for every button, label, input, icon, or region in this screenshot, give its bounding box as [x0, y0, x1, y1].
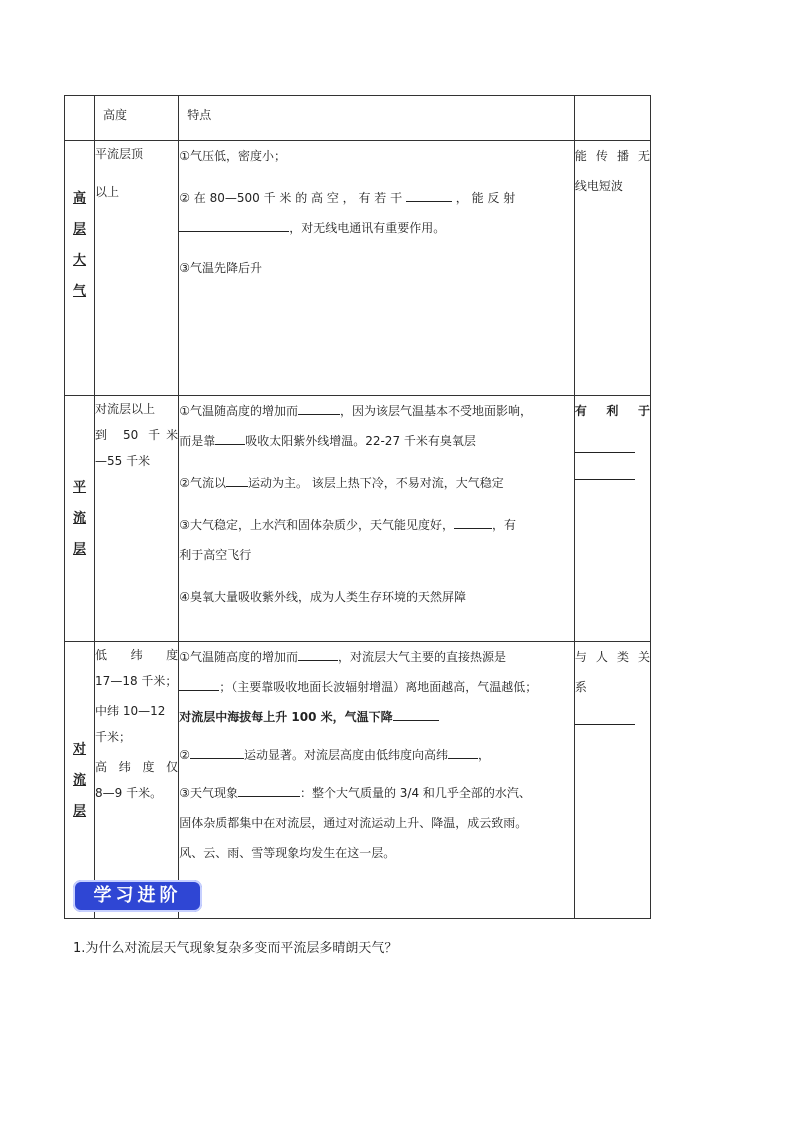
question-1: 1.为什么对流层天气现象复杂多变而平流层多晴朗天气？ [73, 941, 398, 956]
blank [448, 744, 478, 759]
layer-name-high: 高 层 大 气 [65, 141, 95, 396]
blank [179, 676, 219, 691]
relation-stratosphere: 有利于 [574, 396, 650, 642]
blank [179, 217, 289, 232]
features-troposphere: ①气温随高度的增加而 ，对流层大气主要的直接热源是 ；（主要靠吸收地面长波辐射增温）离地面越高，气温越低； 对流层中海拔每上升 100 米，气温下降 ② 运动显著。对流层高度由低纬度向高纬 ， ③天气现象 ：整个大气质量的 3/4 和几乎全部的水汽、 固体杂质都集中在对流层，通过对流运动上升、降温，成云致雨。 风、云、雨、雪等现象均发生在这一层。 [179, 642, 575, 919]
blank [298, 646, 338, 661]
blank [238, 782, 300, 797]
blank [190, 744, 244, 759]
blank [575, 453, 635, 480]
table-header-row [65, 96, 651, 141]
blank [215, 430, 245, 445]
blank [226, 472, 248, 487]
table-row-troposphere [65, 642, 651, 919]
relation-troposphere: 与人类关 系 [574, 642, 650, 919]
height-stratosphere: 对流层以上 到 50 千米 —55 千米 [95, 396, 179, 642]
blank [575, 702, 635, 725]
atmosphere-layers-table [64, 95, 651, 919]
layer-name-stratosphere: 平 流 层 [65, 396, 95, 642]
features-stratosphere: ①气温随高度的增加而 ，因为该层气温基本不受地面影响， 而是靠 吸收太阳紫外线增温。22-27 千米有臭氧层 ②气流以 运动为主。 该层上热下冷，不易对流，大气稳定 ③大气稳定，上水汽和固体杂质少，天气能见度好， ，有 利于高空飞行 ④臭氧大量吸收紫外线，成为人类生存环境的天然屏障 [179, 396, 575, 642]
blank [454, 514, 492, 529]
header-features-label: 特点 [187, 108, 212, 122]
table-row-stratosphere [65, 396, 651, 642]
height-high: 平流层顶 以上 [95, 141, 179, 396]
header-height [95, 96, 179, 141]
features-high: ①气压低，密度小； ② 在 80—500 千 米 的 高 空 ， 有 若 干 ， 能 反 射 ，对无线电通讯有重要作用。 ③气温先降后升 [179, 141, 575, 396]
header-relation [574, 96, 650, 141]
section-title-badge: 学习进阶 [73, 880, 202, 912]
height-troposphere: 低纬度 17—18 千米； 中纬 10—12 千米； 高纬度仅 8—9 千米。 [95, 642, 179, 919]
relation-high: 能传播无 线电短波 [574, 141, 650, 396]
blank [575, 426, 635, 453]
blank [298, 400, 340, 415]
blank [406, 187, 452, 202]
blank [393, 706, 439, 721]
header-features [179, 96, 575, 141]
header-height-label: 高度 [103, 108, 128, 122]
header-empty-cell [65, 96, 95, 141]
table-row-high-atmosphere [65, 141, 651, 396]
layer-name-troposphere: 对 流 层 [65, 642, 95, 919]
